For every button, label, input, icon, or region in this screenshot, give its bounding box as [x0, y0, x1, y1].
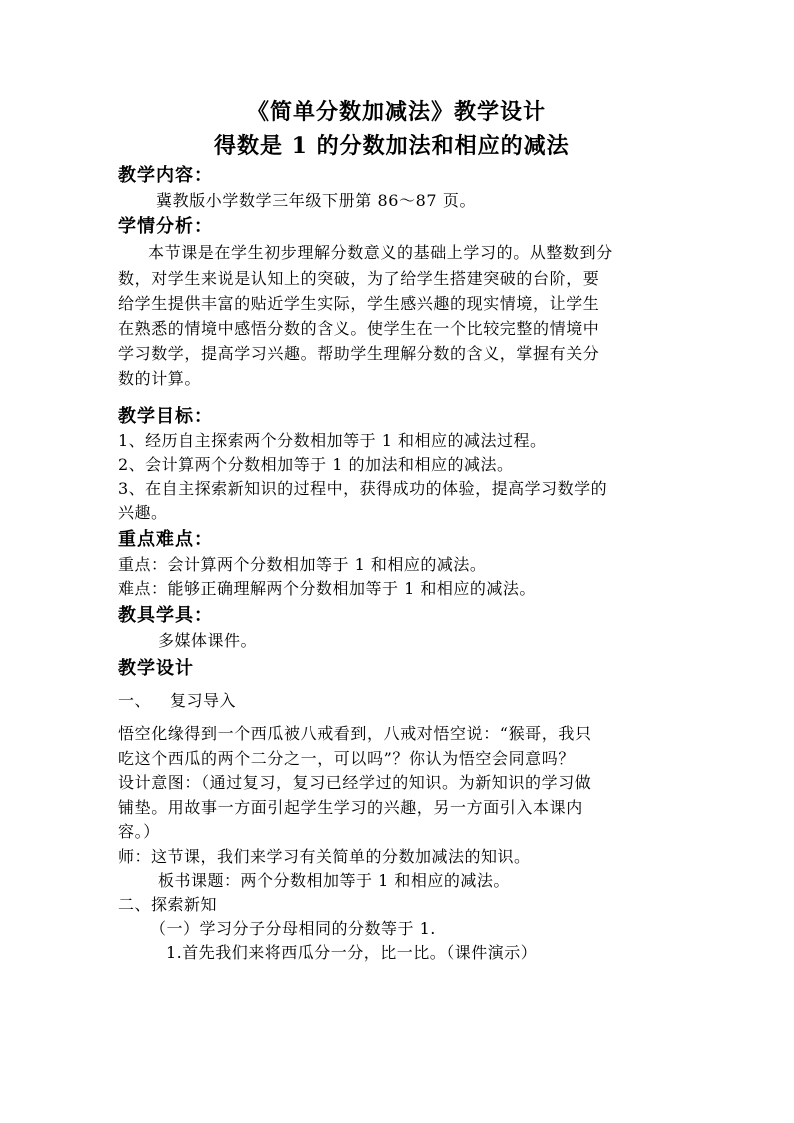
section-heading-design: 教学设计	[118, 658, 194, 679]
section-heading-analysis: 学情分析：	[118, 216, 213, 237]
story-line: 吃这个西瓜的两个二分之一，可以吗”？你认为悟空会同意吗？	[118, 749, 575, 768]
analysis-line: 学习数学，提高学习兴趣。帮助学生理解分数的含义，掌握有关分	[118, 344, 600, 363]
story-line: 悟空化缘得到一个西瓜被八戒看到，八戒对悟空说：“猴哥，我只	[118, 724, 592, 743]
content-text: 冀教版小学数学三年级下册第 86～87 页。	[156, 191, 477, 210]
analysis-line: 给学生提供丰富的贴近学生实际，学生感兴趣的现实情境，让学生	[118, 294, 600, 313]
section-heading-tools: 教具学具：	[118, 605, 213, 626]
intent-line: 设计意图：（通过复习，复习已经学过的知识。为新知识的学习做	[118, 773, 592, 792]
goal-item: 3、在自主探索新知识的过程中，获得成功的体验，提高学习数学的	[118, 479, 608, 498]
analysis-line: 数的计算。	[118, 369, 202, 388]
section-heading-goals: 教学目标：	[118, 406, 213, 427]
section-heading-keypoints: 重点难点：	[118, 529, 213, 550]
intent-line: 容。）	[118, 822, 160, 841]
board-title-line: 板书课题：两个分数相加等于 1 和相应的减法。	[158, 871, 510, 890]
subsection-title: （一）学习分子分母相同的分数等于 1.	[150, 919, 436, 938]
goal-item: 2、会计算两个分数相加等于 1 的加法和相应的减法。	[118, 455, 514, 474]
key-point: 重点：会计算两个分数相加等于 1 和相应的减法。	[118, 555, 487, 574]
part2-title: 二、探索新知	[118, 895, 218, 914]
document-subtitle: 得数是 1 的分数加法和相应的减法	[214, 133, 570, 159]
part1-title: 复习导入	[170, 691, 237, 710]
analysis-line: 本节课是在学生初步理解分数意义的基础上学习的。从整数到分	[148, 243, 613, 262]
document-title: 《简单分数加减法》教学设计	[247, 99, 547, 125]
teacher-line: 师：这节课，我们来学习有关简单的分数加减法的知识。	[118, 847, 531, 866]
step-line: 1.首先我们来将西瓜分一分，比一比。（课件演示）	[166, 943, 538, 962]
part1-label: 一、	[118, 691, 152, 710]
tools-text: 多媒体课件。	[158, 631, 258, 650]
analysis-line: 在熟悉的情境中感悟分数的含义。使学生在一个比较完整的情境中	[118, 319, 600, 338]
analysis-line: 数，对学生来说是认知上的突破，为了给学生搭建突破的台阶，要	[118, 269, 600, 288]
intent-line: 铺垫。用故事一方面引起学生学习的兴趣，另一方面引入本课内	[118, 798, 583, 817]
goal-item: 1、经历自主探索两个分数相加等于 1 和相应的减法过程。	[118, 431, 547, 450]
difficulty-point: 难点：能够正确理解两个分数相加等于 1 和相应的减法。	[118, 579, 536, 598]
section-heading-content: 教学内容：	[118, 165, 213, 186]
goal-item: 兴趣。	[118, 503, 168, 522]
